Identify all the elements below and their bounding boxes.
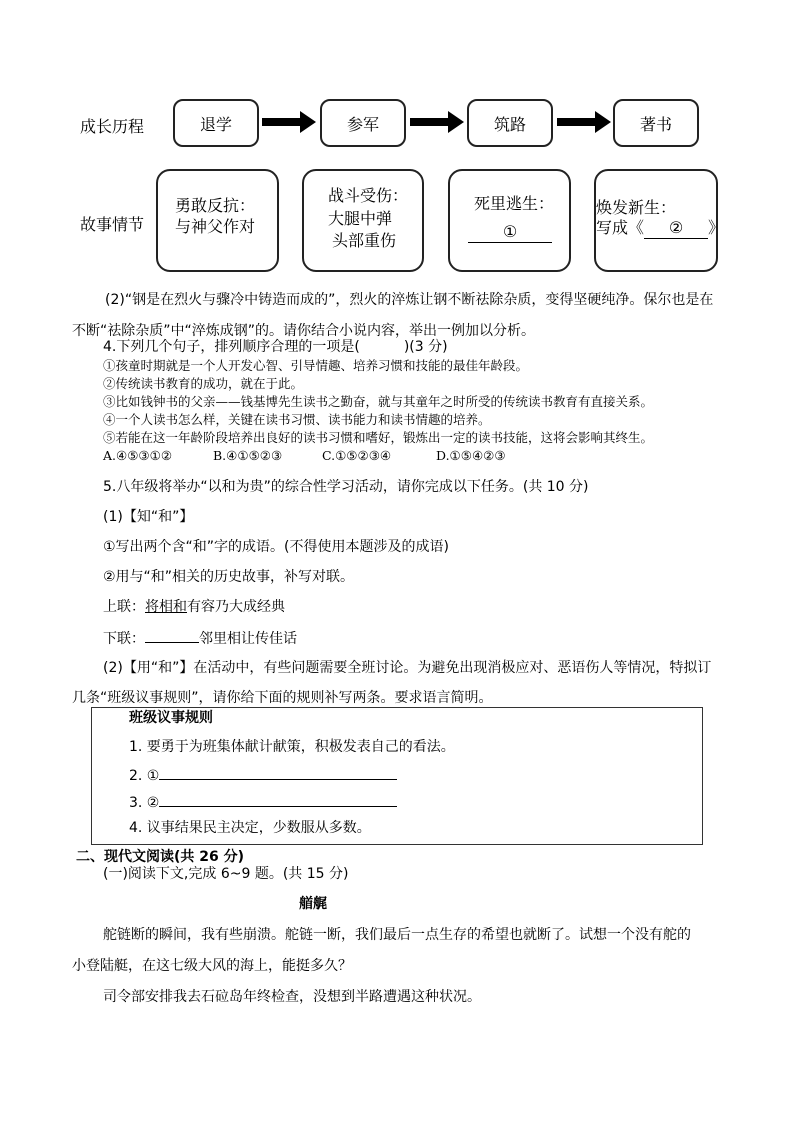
plot-text: 与神父作对 — [175, 217, 256, 236]
section-heading: 二、现代文阅读(共 26 分) — [76, 849, 245, 865]
rule-item: 4. 议事结果民主决定，少数服从多数。 — [129, 820, 371, 836]
stage-box-4 — [613, 99, 699, 147]
plot-text: 大腿中弹 — [328, 209, 393, 228]
q4-sentence: ⑤若能在这一年龄阶段培养出良好的读书习惯和嗜好，锻炼出一定的读书技能，这将会影响其终生。 — [103, 430, 654, 445]
q5-stem: 5.八年级将举办“以和为贵”的综合性学习活动，请你完成以下任务。(共 10 分) — [103, 479, 589, 495]
plot-text: 死里逃生： — [474, 194, 555, 213]
q3-2-line1: (2)“钢是在烈火与骤冷中铸造而成的”，烈火的淬炼让钢不断祛除杂质，变得坚硬纯净。保尔也是在 — [105, 292, 714, 308]
plot-text: 焕发新生： — [596, 198, 677, 217]
plot-text: 战斗受伤： — [328, 186, 409, 205]
passage-title: 艏艉 — [299, 896, 327, 912]
section-subheading: (一)阅读下文,完成 6~9 题。(共 15 分) — [103, 866, 349, 882]
plot-text-book: 写成《 ② 》 — [596, 218, 725, 237]
right-arrow-icon — [262, 111, 316, 133]
rules-title: 班级议事规则 — [129, 710, 213, 726]
plot-text: 头部重伤 — [332, 231, 397, 250]
q3-2-line2: 不断“祛除杂质”中“淬炼成钢”的。请你结合小说内容，举出一例加以分析。 — [72, 323, 536, 339]
stage-label: 退学 — [199, 114, 232, 134]
plot-box-1 — [156, 169, 279, 272]
stage-box-1 — [173, 99, 259, 147]
plot-box-2 — [302, 169, 424, 272]
passage-para2: 司令部安排我去石砬岛年终检查，没想到半路遭遇这种状况。 — [103, 989, 481, 1005]
plot-box-3 — [448, 169, 571, 272]
couplet-blank[interactable] — [145, 628, 199, 643]
q5-part2-line1: (2)【用“和”】在活动中，有些问题需要全班讨论。为避免出现消极应对、恶语伤人等情况，特拟订 — [103, 660, 712, 676]
stage-label: 著书 — [639, 114, 672, 134]
q4-sentence: ①孩童时期就是一个人开发心智、引导情趣、培养习惯和技能的最佳年龄段。 — [103, 358, 529, 373]
right-arrow-icon — [410, 111, 464, 133]
q4-sentence: ③比如钱钟书的父亲——钱基博先生读书之勤奋，就与其童年之时所受的传统读书教育有直接关系。 — [103, 394, 654, 409]
passage-para1-line1: 舵链断的瞬间，我有些崩溃。舵链一断，我们最后一点生存的希望也就断了。试想一个没有舵的 — [103, 927, 691, 943]
plot-box-4 — [594, 169, 725, 272]
answer-blank-1[interactable]: ① — [468, 221, 552, 243]
rule-blank-1[interactable] — [159, 765, 397, 780]
row-label-growth: 成长历程 — [80, 117, 145, 136]
plot-text: 勇敢反抗： — [175, 196, 256, 215]
q4-stem: 4.下列几个句子，排列顺序合理的一项是( )(3 分) — [103, 339, 448, 355]
stage-box-2 — [320, 99, 406, 147]
rules-box — [91, 707, 703, 845]
q4-option-b[interactable]: B.④①⑤②③ — [213, 448, 283, 463]
q4-option-c[interactable]: C.①⑤②③④ — [322, 448, 392, 463]
q5-part2-line2: 几条“班级议事规则”，请你给下面的规则补写两条。要求语言简明。 — [72, 690, 493, 706]
row-label-plot: 故事情节 — [80, 215, 145, 234]
rule-item-blank-1: 2. ① — [129, 765, 397, 785]
q5-part1-title: (1)【知“和”】 — [103, 509, 194, 525]
q4-option-a[interactable]: A.④⑤③①② — [103, 448, 173, 463]
stage-label: 筑路 — [493, 114, 526, 134]
answer-blank-2[interactable]: ② — [644, 217, 708, 239]
q4-sentence: ④一个人读书怎么样，关键在读书习惯、读书能力和读书情趣的培养。 — [103, 412, 491, 427]
stage-label: 参军 — [346, 114, 379, 134]
passage-para1-line2: 小登陆艇，在这七级大风的海上，能挺多久？ — [72, 958, 352, 974]
rule-item: 1. 要勇于为班集体献计献策，积极发表自己的看法。 — [129, 739, 455, 755]
q5-part1-b: ②用与“和”相关的历史故事，补写对联。 — [103, 569, 355, 585]
couplet-lower: 下联： 邻里相让传佳话 — [103, 628, 297, 648]
couplet-upper: 上联：将相和有容乃大成经典 — [103, 599, 285, 615]
q5-part1-a: ①写出两个含“和”字的成语。(不得使用本题涉及的成语) — [103, 539, 449, 555]
stage-box-3 — [467, 99, 553, 147]
rule-blank-2[interactable] — [159, 792, 397, 807]
q4-option-d[interactable]: D.①⑤④②③ — [436, 448, 506, 463]
q4-sentence: ②传统读书教育的成功，就在于此。 — [103, 376, 304, 391]
right-arrow-icon — [557, 111, 611, 133]
rule-item-blank-2: 3. ② — [129, 792, 397, 812]
